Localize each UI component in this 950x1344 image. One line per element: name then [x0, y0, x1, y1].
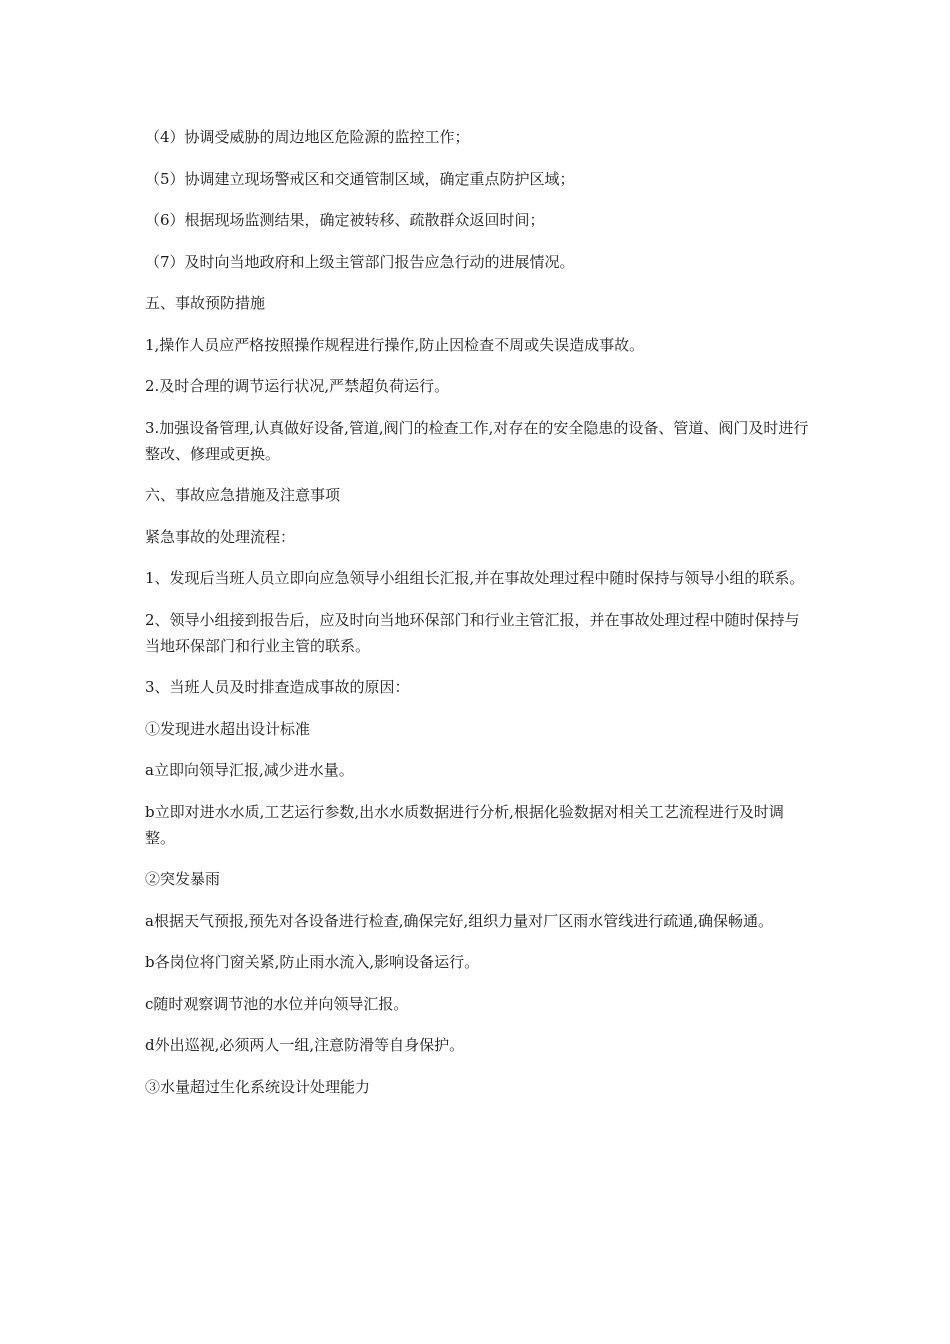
cause-2-item-b: b各岗位将门窗关紧,防止雨水流入,影响设备运行。 [145, 953, 480, 971]
cause-1-item-b: b立即对进水水质,工艺运行参数,出水水质数据进行分析,根据化验数据对相关工艺流程进行及时调整。 [145, 802, 784, 847]
document-body [145, 124, 810, 1115]
cause-2-item-c: c随时观察调节池的水位并向领导汇报。 [145, 994, 409, 1013]
process-step-2: 2、领导小组接到报告后，应及时向当地环保部门和行业主管汇报，并在事故处理过程中随时保持与当地环保部门和行业主管的联系。 [145, 610, 800, 655]
process-heading: 紧急事故的处理流程： [145, 527, 296, 546]
process-step-1: 1、发现后当班人员立即向应急领导小组组长汇报,并在事故处理过程中随时保持与领导小组的联系。 [145, 569, 805, 587]
prevention-item-3: 3.加强设备管理,认真做好设备,管道,阀门的检查工作,对存在的安全隐患的设备、管道、阀门及时进行整改、修理或更换。 [145, 418, 809, 463]
section-heading-emergency: 六、事故应急措施及注意事项 [145, 486, 341, 504]
cause-1-item-a: a立即向领导汇报,减少进水量。 [145, 761, 354, 779]
paragraph-item-7: （7）及时向当地政府和上级主管部门报告应急行动的进展情况。 [145, 252, 575, 271]
cause-2-item-d: d外出巡视,必须两人一组,注意防滑等自身保护。 [145, 1036, 465, 1054]
section-heading-prevention: 五、事故预防措施 [145, 294, 266, 312]
paragraph-item-4: （4）协调受威胁的周边地区危险源的监控工作； [145, 128, 470, 146]
process-step-3: 3、当班人员及时排查造成事故的原因： [145, 678, 410, 696]
paragraph-item-6: （6）根据现场监测结果，确定被转移、疏散群众返回时间； [145, 211, 545, 229]
cause-2-item-a: a根据天气预报,预先对各设备进行检查,确保完好,组织力量对厂区雨水管线进行疏通,确保畅通。 [145, 911, 774, 930]
prevention-item-1: 1,操作人员应严格按照操作规程进行操作,防止因检查不周或失误造成事故。 [145, 335, 645, 354]
cause-heading-1: ①发现进水超出设计标准 [145, 719, 311, 738]
cause-heading-2: ②突发暴雨 [145, 870, 221, 888]
prevention-item-2: 2.及时合理的调节运行状况,严禁超负荷运行。 [145, 377, 450, 395]
paragraph-item-5: （5）协调建立现场警戒区和交通管制区域，确定重点防护区域； [145, 169, 575, 188]
cause-heading-3: ③水量超过生化系统设计处理能力 [145, 1077, 371, 1096]
